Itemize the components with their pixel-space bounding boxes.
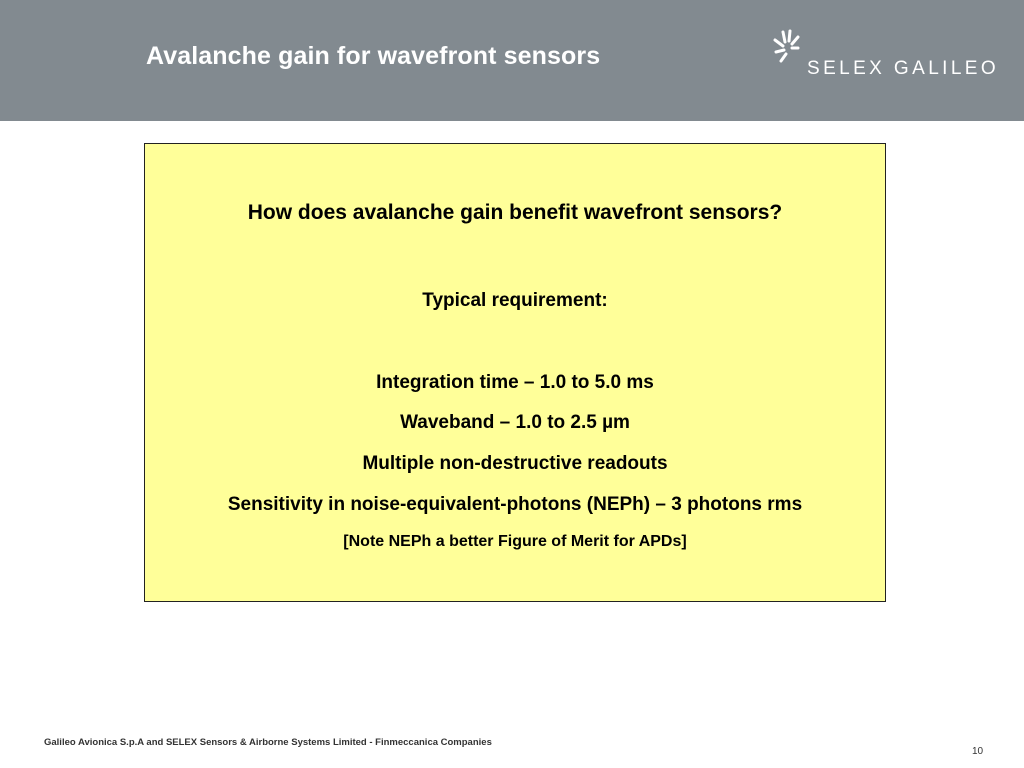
requirement-integration-time: Integration time – 1.0 to 5.0 ms (376, 372, 654, 393)
logo-text: SELEX GALILEO (807, 58, 1000, 79)
content-box (144, 143, 886, 602)
slide-title: Avalanche gain for wavefront sensors (146, 42, 601, 70)
requirement-readouts: Multiple non-destructive readouts (362, 453, 668, 474)
header-bar (0, 0, 1024, 121)
requirement-sensitivity: Sensitivity in noise-equivalent-photons (NEPh) – 3 photons rms (227, 494, 803, 515)
requirement-subheading: Typical requirement: (422, 290, 608, 311)
selex-galileo-logo (772, 28, 1014, 84)
starburst-icon (772, 28, 806, 70)
footer-text: Galileo Avionica S.p.A and SELEX Sensors & Airborne Systems Limited - Finmeccanica Companies (44, 737, 492, 748)
note-text: [Note NEPh a better Figure of Merit for APDs] (343, 533, 687, 550)
page-number: 10 (972, 746, 984, 757)
requirement-waveband: Waveband – 1.0 to 2.5 µm (400, 412, 630, 433)
question-heading: How does avalanche gain benefit wavefront sensors? (247, 201, 783, 224)
